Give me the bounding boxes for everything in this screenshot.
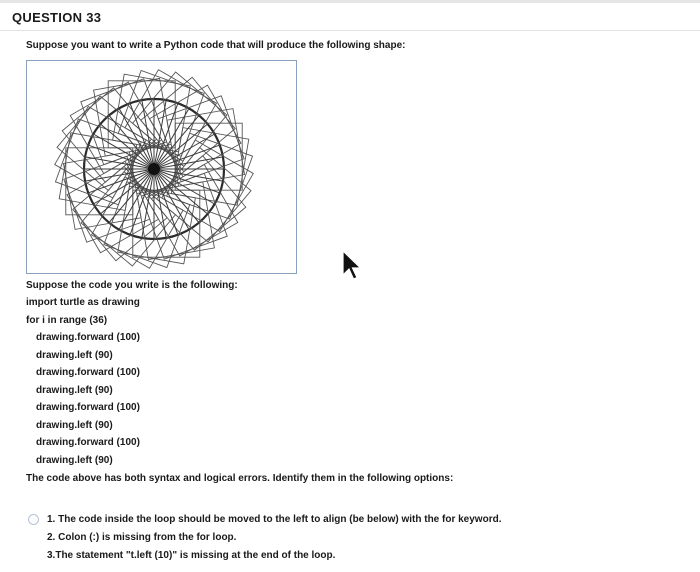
- option-1-line[interactable]: 1. The code inside the loop should be moved to the left to align (be below) with the for keyword.: [47, 514, 502, 525]
- top-divider: [0, 0, 700, 3]
- turtle-spiral-shape: [27, 61, 297, 274]
- code-line: drawing.left (90): [36, 420, 113, 431]
- option-1-line[interactable]: 3.The statement "t.left (10)" is missing at the end of the loop.: [47, 550, 336, 561]
- code-line: for i in range (36): [26, 315, 108, 326]
- shape-figure: [26, 60, 297, 274]
- code-line: drawing.forward (100): [36, 332, 140, 343]
- option-1-radio[interactable]: [28, 514, 39, 525]
- code-line: drawing.forward (100): [36, 402, 140, 413]
- question-title: QUESTION 33: [12, 10, 102, 25]
- title-divider: [0, 30, 700, 31]
- code-line: drawing.forward (100): [36, 367, 140, 378]
- code-line: drawing.left (90): [36, 350, 113, 361]
- question-instruction: The code above has both syntax and logical errors. Identify them in the following options:: [26, 473, 454, 484]
- code-line: drawing.left (90): [36, 455, 113, 466]
- code-line: import turtle as drawing: [26, 297, 140, 308]
- code-line: drawing.left (90): [36, 385, 113, 396]
- question-prompt: Suppose you want to write a Python code that will produce the following shape:: [26, 40, 406, 51]
- mouse-pointer-icon: [341, 250, 363, 287]
- code-line: drawing.forward (100): [36, 437, 140, 448]
- option-1-line[interactable]: 2. Colon (:) is missing from the for loop.: [47, 532, 237, 543]
- spiral-center: [148, 163, 160, 175]
- code-intro: Suppose the code you write is the following:: [26, 280, 238, 291]
